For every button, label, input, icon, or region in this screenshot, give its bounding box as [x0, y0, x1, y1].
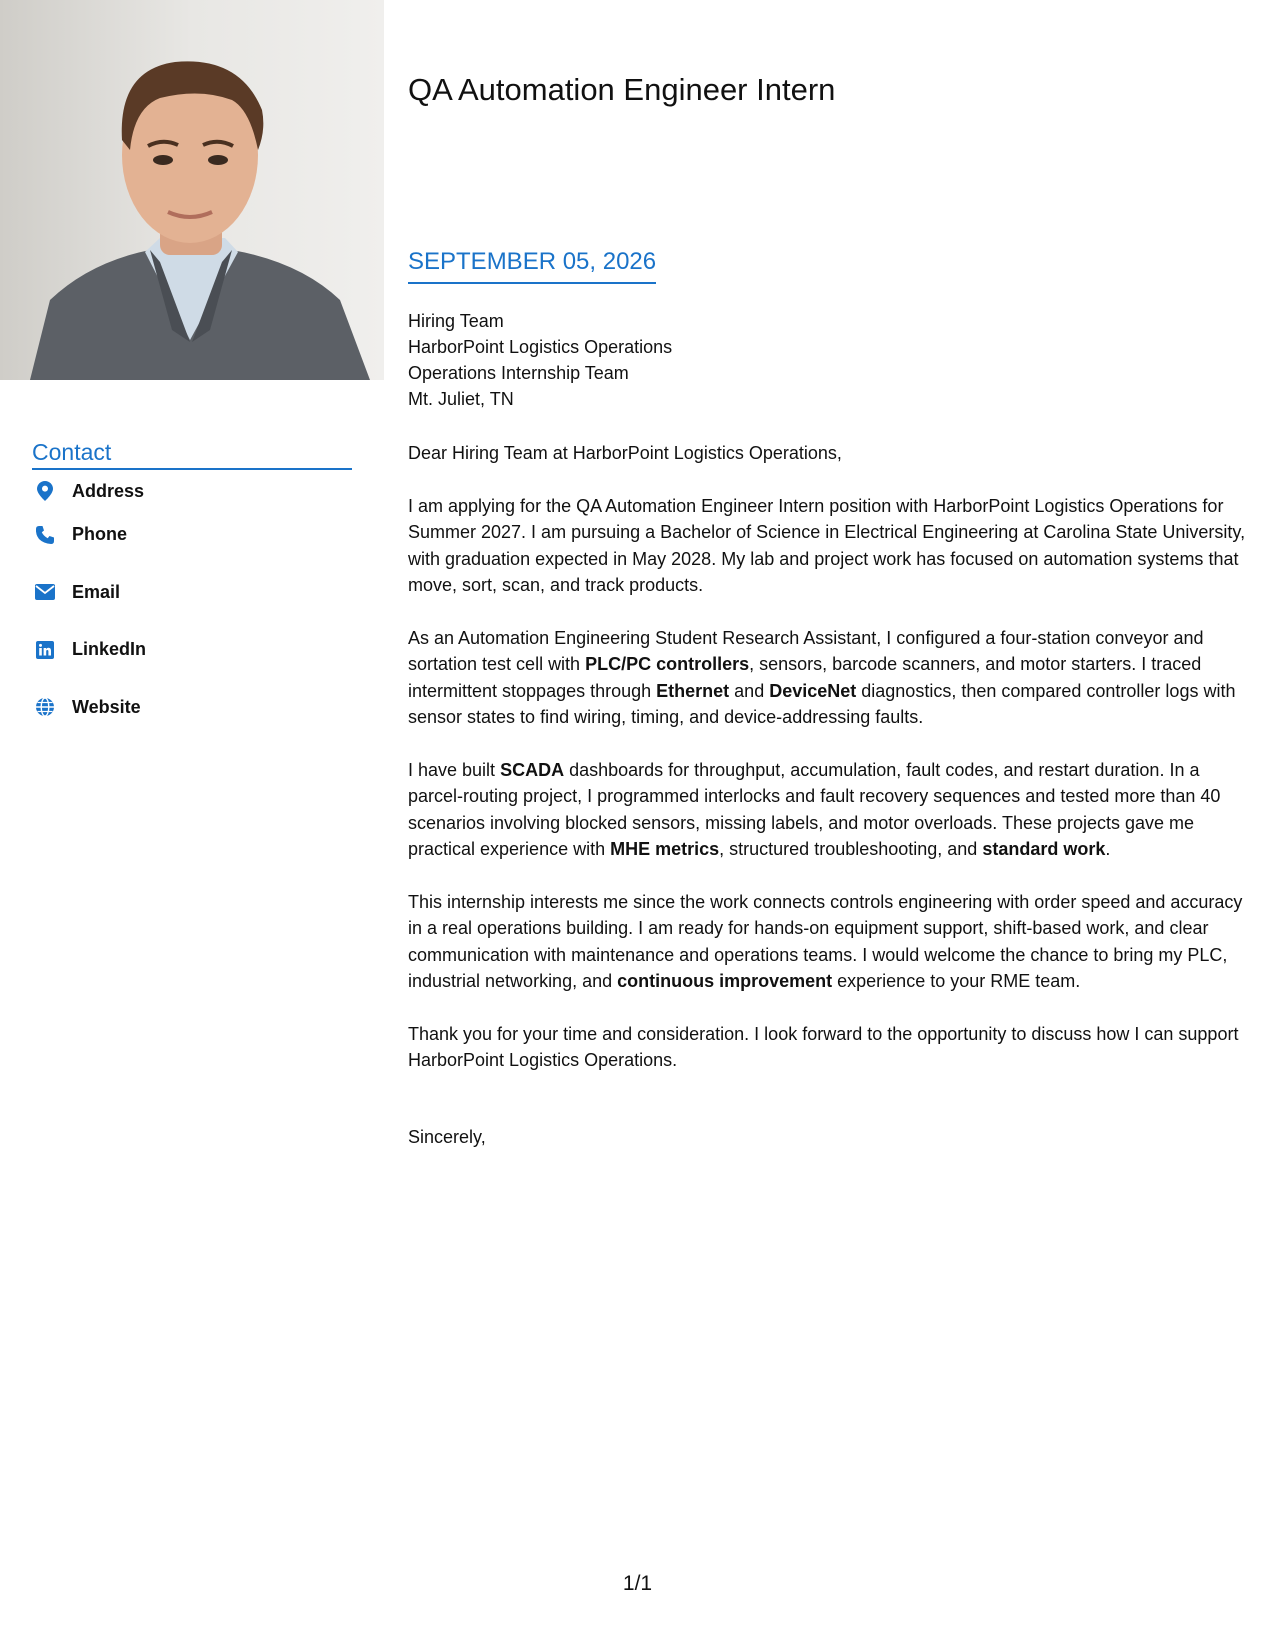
globe-icon — [34, 696, 56, 718]
contact-label: Website — [72, 696, 141, 717]
contact-item-email[interactable] — [32, 564, 352, 622]
sidebar — [32, 438, 352, 736]
envelope-icon — [34, 581, 56, 603]
job-title: QA Automation Engineer Intern — [408, 72, 836, 107]
signoff: Sincerely, — [408, 1127, 486, 1147]
contact-label: LinkedIn — [72, 639, 147, 660]
contact-heading: Contact — [32, 438, 352, 470]
contact-list — [32, 476, 352, 736]
recipient-block — [408, 308, 672, 412]
contact-item-phone[interactable] — [32, 506, 352, 564]
recipient-line: Operations Internship Team — [408, 363, 629, 383]
paragraph-1: I am applying for the QA Automation Engineer Intern position with HarborPoint Logistics Operations for Summer 2027. I am pursuing a Bachelor of Science in Electrical Engineering at Carolina State University, with graduation expected in May 2028. My lab and project work has focused on automation systems that move, sort, scan, and track products. — [408, 495, 1246, 595]
recipient-line: Mt. Juliet, TN — [408, 389, 514, 409]
paragraph-5: Thank you for your time and consideration. I look forward to the opportunity to discuss how I can support HarborPoint Logistics Operations. — [408, 1023, 1239, 1070]
paragraph-2: As an Automation Engineering Student Research Assistant, I configured a four-station conveyor and sortation test cell with PLC/PC controllers, sensors, barcode scanners, and motor starters. I traced intermittent stoppages through Ethernet and DeviceNet diagnostics, then compared controller logs with sensor states to find wiring, timing, and device-addressing faults. — [408, 627, 1236, 727]
map-pin-icon — [34, 480, 56, 502]
contact-item-linkedin[interactable] — [32, 621, 352, 679]
salutation: Dear Hiring Team at HarborPoint Logistics Operations, — [408, 443, 842, 463]
contact-item-website[interactable] — [32, 679, 352, 737]
contact-item-address[interactable] — [32, 476, 352, 506]
contact-label: Phone — [72, 524, 128, 545]
contact-label: Address — [72, 480, 145, 501]
profile-photo — [0, 0, 384, 380]
page-number: 1/1 — [622, 1572, 653, 1595]
phone-icon — [34, 524, 56, 546]
paragraph-4: This internship interests me since the work connects controls engineering with order speed and accuracy in a real operations building. I am ready for hands-on equipment support, shift-based work, and clear communication with maintenance and operations teams. I would welcome the chance to bring my PLC, industrial networking, and continuous improvement experience to your RME team. — [408, 891, 1243, 991]
linkedin-icon — [34, 639, 56, 661]
contact-label: Email — [72, 581, 121, 602]
letter-date: SEPTEMBER 05, 2026 — [408, 248, 656, 284]
recipient-line: Hiring Team — [408, 311, 504, 331]
recipient-line: HarborPoint Logistics Operations — [408, 337, 673, 357]
paragraph-3: I have built SCADA dashboards for throughput, accumulation, fault codes, and restart duration. In a parcel-routing project, I programmed interlocks and fault recovery sequences and tested more than 40 scenarios involving blocked sensors, missing labels, and motor overloads. These projects gave me practical experience with MHE metrics, structured troubleshooting, and standard work. — [408, 759, 1221, 859]
letter-body — [408, 440, 1248, 1100]
